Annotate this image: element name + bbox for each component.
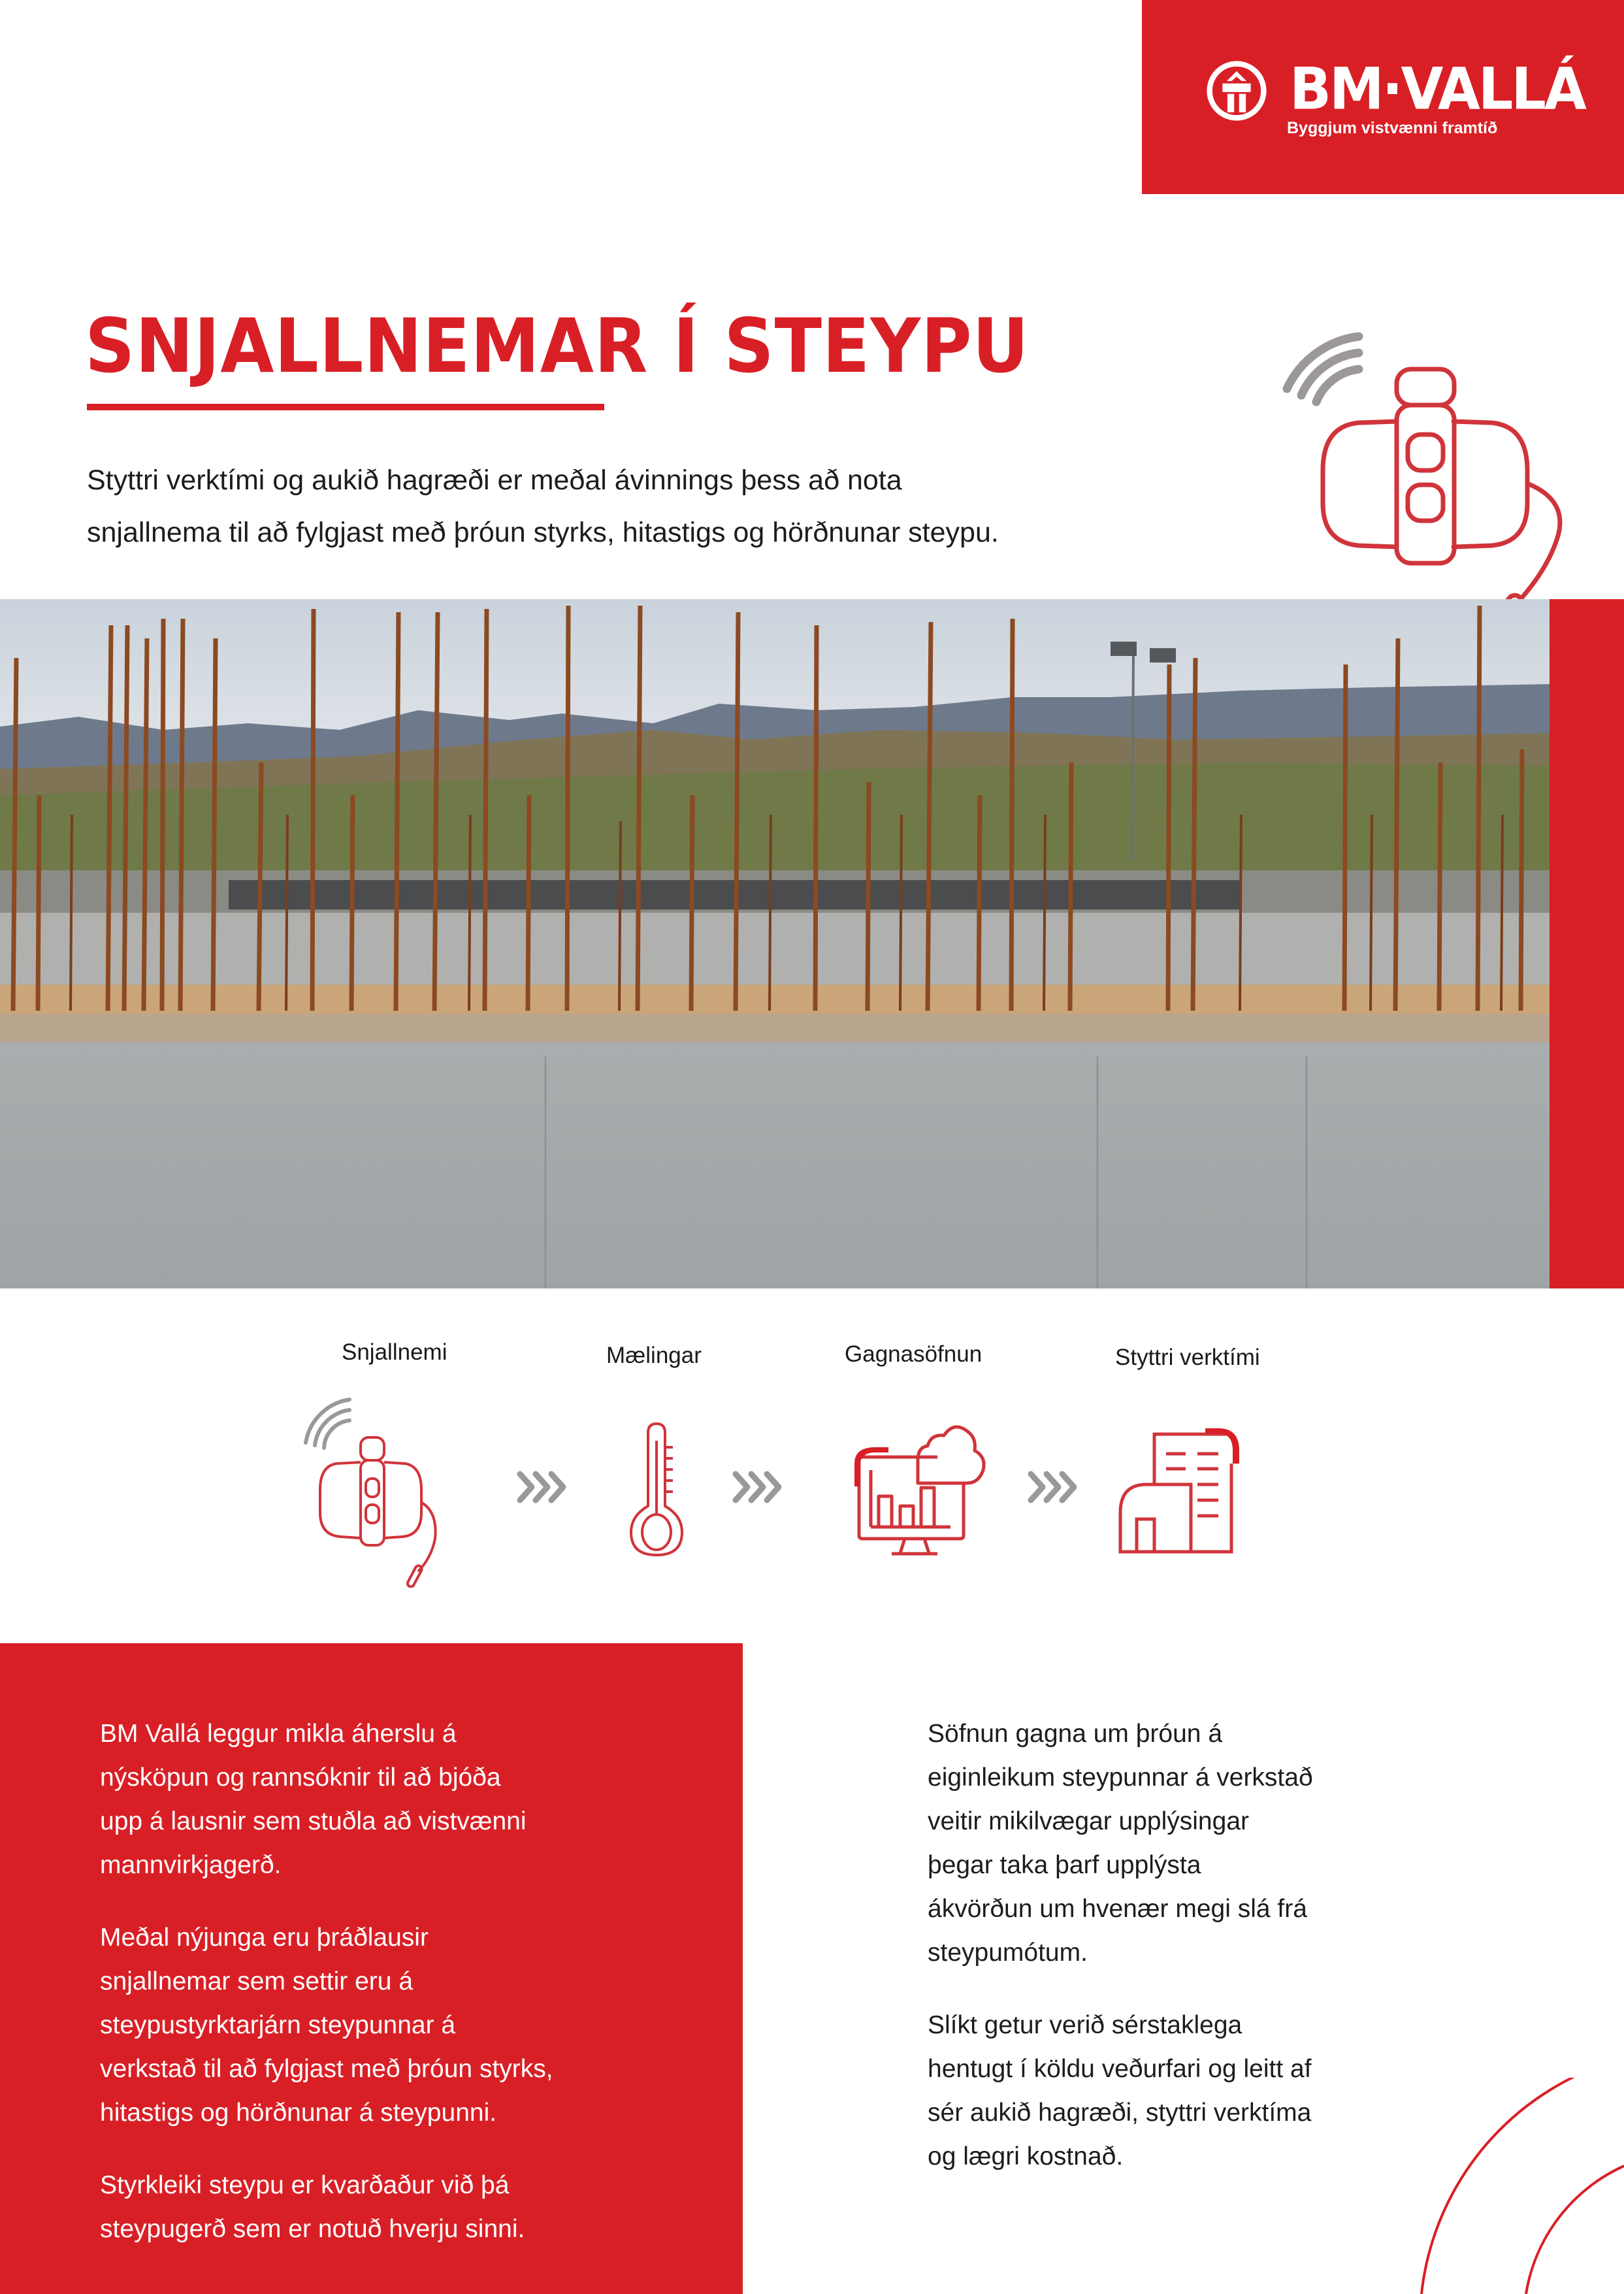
page-title: SNJALLNEMAR Í STEYPU [85, 303, 1030, 389]
cloud-data-monitor-icon [849, 1421, 999, 1558]
text-line: Meðal nýjunga eru þráðlausir [100, 1924, 429, 1952]
text-line: snjallnemar sem settir eru á [100, 1967, 414, 1995]
step-label-styttri-verktimi: Styttri verktími [1115, 1345, 1260, 1370]
intro-line: snjallnema til að fylgjast með þróun styrks, hitastigs og hörðnunar steypu. [87, 517, 999, 548]
decorative-arcs [1372, 2078, 1624, 2294]
text-line: hitastigs og hörðnunar á steypunni. [100, 2099, 497, 2127]
paragraph [100, 1916, 688, 2135]
arrow-chevrons-icon [732, 1470, 784, 1504]
building-icon [1114, 1424, 1251, 1555]
text-line: þegar taka þarf upplýsta [928, 1851, 1201, 1879]
text-line: steypugerð sem er notuð hverju sinni. [100, 2215, 525, 2243]
text-line: upp á lausnir sem stuðla að vistvænni [100, 1807, 527, 1835]
hero-photo [0, 599, 1550, 1288]
text-line: Söfnun gagna um þróun á [928, 1720, 1223, 1748]
left-column-text [100, 1712, 688, 2280]
intro-line: Styttri verktími og aukið hagræði er meðal ávinnings þess að nota [87, 465, 902, 496]
brand-wordmark: BM·VALLÁ [1290, 55, 1585, 123]
bm-valla-emblem-icon [1206, 60, 1267, 122]
text-line: steypustyrktarjárn steypunnar á [100, 2011, 456, 2039]
step-label-snjallnemi: Snjallnemi [342, 1339, 447, 1365]
intro-text [87, 454, 1197, 559]
decorative-red-strip [1550, 599, 1624, 1288]
text-line: ákvörðun um hvenær megi slá frá [928, 1895, 1307, 1923]
text-line: sér aukið hagræði, styttri verktíma [928, 2099, 1312, 2127]
text-line: BM Vallá leggur mikla áherslu á [100, 1720, 457, 1748]
arrow-chevrons-icon [1027, 1470, 1079, 1504]
brand-logo-block [1142, 0, 1624, 194]
text-line: hentugt í köldu veðurfari og leitt af [928, 2055, 1312, 2083]
arrow-chevrons-icon [516, 1470, 568, 1504]
text-line: verkstað til að fylgjast með þróun styrks, [100, 2055, 553, 2083]
text-line: og lægri kostnað. [928, 2142, 1124, 2171]
step-label-gagnasofnun: Gagnasöfnun [845, 1341, 983, 1367]
text-line: eiginleikum steypunnar á verkstað [928, 1763, 1313, 1792]
paragraph [100, 2163, 688, 2251]
step-label-maelingar: Mælingar [606, 1343, 702, 1368]
text-line: steypumótum. [928, 1939, 1088, 1967]
text-line: nýsköpun og rannsóknir til að bjóða [100, 1763, 501, 1792]
text-line: Slíkt getur verið sérstaklega [928, 2011, 1242, 2039]
brand-tagline: Byggjum vistvænni framtíð [1287, 119, 1498, 137]
thermometer-icon [627, 1421, 686, 1558]
text-line: veitir mikilvægar upplýsingar [928, 1807, 1249, 1835]
wireless-sensor-icon [300, 1392, 483, 1588]
paragraph [928, 1712, 1450, 1974]
text-line: Styrkleiki steypu er kvarðaður við þá [100, 2171, 510, 2199]
title-underline [87, 404, 604, 410]
paragraph [100, 1712, 688, 1887]
text-line: mannvirkjagerð. [100, 1851, 282, 1879]
